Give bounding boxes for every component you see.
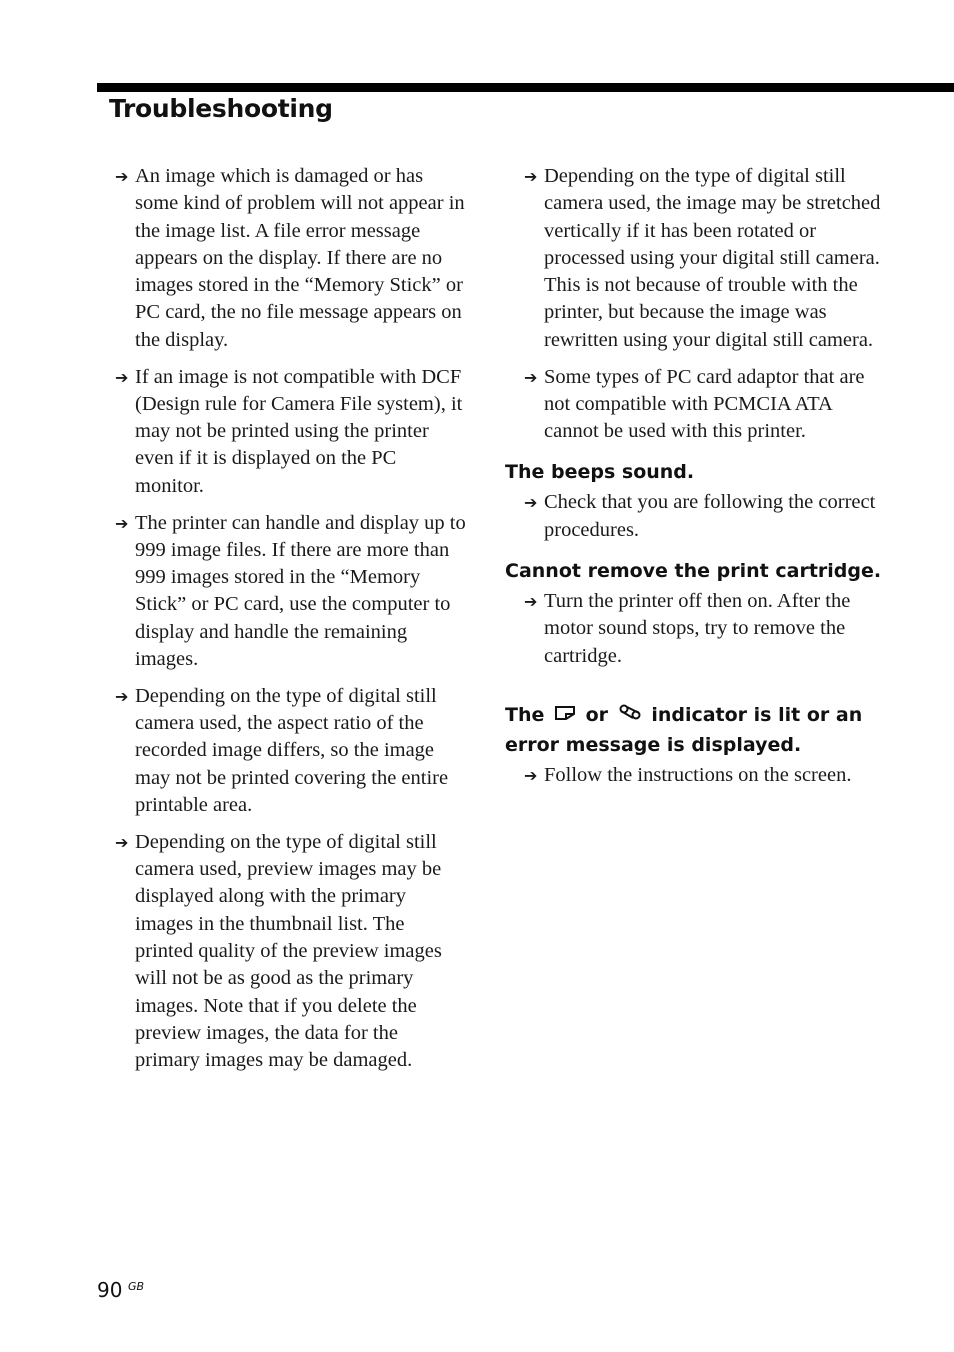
heading-text: or bbox=[585, 703, 609, 726]
list-item bbox=[115, 510, 467, 674]
item-text: Follow the instructions on the screen. bbox=[544, 764, 852, 787]
arrow-right-icon: ➔ bbox=[115, 686, 129, 706]
item-text: Turn the printer off then on. After the motor sound stops, try to remove the cartridge. bbox=[544, 590, 851, 667]
list-item bbox=[115, 683, 467, 819]
section-heading-beeps: The beeps sound. bbox=[505, 461, 695, 484]
list-item bbox=[115, 364, 467, 500]
arrow-right-icon: ➔ bbox=[115, 367, 129, 387]
item-text: An image which is damaged or has some kind of problem will not appear in the image list. A file error message appears on the display. If there are no images stored in the “Memory Stick” or PC card, the no file message appears on the display. bbox=[135, 165, 465, 351]
arrow-right-icon: ➔ bbox=[115, 167, 129, 186]
section-heading-indicator bbox=[505, 700, 884, 761]
heading-text: The bbox=[505, 703, 545, 726]
right-column bbox=[505, 163, 884, 799]
page-title: Troubleshooting bbox=[109, 94, 333, 123]
item-text: Depending on the type of digital still camera used, the aspect ratio of the recorded image differs, so the image may not be printed covering the entire printable area. bbox=[135, 684, 449, 817]
list-item bbox=[115, 163, 467, 354]
arrow-right-icon: ➔ bbox=[524, 766, 538, 786]
arrow-right-icon: ➔ bbox=[524, 493, 538, 513]
list-item bbox=[115, 829, 467, 1075]
paper-tray-icon bbox=[554, 700, 576, 730]
top-rule bbox=[97, 83, 954, 92]
arrow-right-icon: ➔ bbox=[524, 592, 538, 612]
page-region-label: GB bbox=[128, 1280, 145, 1293]
section-heading-cartridge: Cannot remove the print cartridge. bbox=[505, 560, 882, 583]
arrow-right-icon: ➔ bbox=[524, 167, 538, 186]
arrow-right-icon: ➔ bbox=[115, 513, 129, 533]
page-number: 90 bbox=[97, 1278, 123, 1302]
heading-text: indicator is lit or an error message is displayed. bbox=[505, 703, 863, 757]
list-item bbox=[524, 762, 884, 789]
list-item bbox=[524, 489, 884, 544]
item-text: Depending on the type of digital still camera used, preview images may be displayed along with the primary images in the thumbnail list. The printed quality of the preview images will not be as good as the primary images. Note that if you delete the preview images, the data for the primary images may be damaged. bbox=[135, 830, 442, 1072]
item-text: The printer can handle and display up to 999 image files. If there are more than 999 images stored in the “Memory Stick” or PC card, use the computer to display and handle the remaining images. bbox=[135, 511, 466, 671]
ribbon-cartridge-icon bbox=[618, 700, 642, 730]
arrow-right-icon: ➔ bbox=[115, 832, 129, 852]
item-text: Depending on the type of digital still camera used, the image may be stretched vertically if it has been rotated or processed using your digital still camera. This is not because of trouble with the printer, but because the image was rewritten using your digital still camera. bbox=[544, 165, 881, 351]
left-column bbox=[115, 163, 467, 1084]
list-item bbox=[524, 163, 884, 354]
item-text: Some types of PC card adaptor that are not compatible with PCMCIA ATA cannot be used with this printer. bbox=[544, 365, 865, 443]
item-text: If an image is not compatible with DCF (Design rule for Camera File system), it may not be printed using the printer even if it is displayed on the PC monitor. bbox=[135, 365, 463, 497]
item-text: Check that you are following the correct procedures. bbox=[544, 491, 876, 541]
arrow-right-icon: ➔ bbox=[524, 367, 538, 387]
list-item bbox=[524, 588, 884, 670]
list-item bbox=[524, 364, 884, 446]
